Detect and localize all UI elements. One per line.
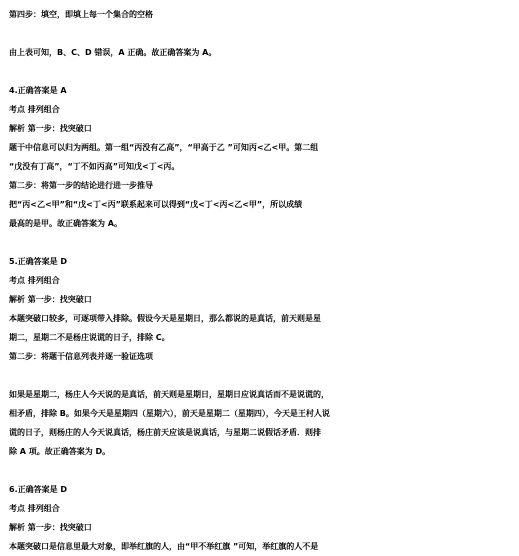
text-line: 第二步：将第一步的结论进行进一步推导 bbox=[9, 181, 153, 190]
blank-line bbox=[9, 24, 519, 43]
text-line: 解析 第一步：找突破口 bbox=[9, 295, 92, 304]
text-line: 考点 排列组合 bbox=[9, 105, 60, 114]
text-line: 解析 第一步：找突破口 bbox=[9, 124, 92, 133]
text-line: 如果是星期二，杨庄人今天说的是真话，前天则是星期日，星期日应说真话而不是说谎的， bbox=[9, 390, 329, 399]
text-line: 5.正确答案是 D bbox=[9, 257, 68, 266]
text-line: 期二，星期二不是杨庄说谎的日子，排除 C。 bbox=[9, 333, 170, 342]
text-line: 6.正确答案是 D bbox=[9, 485, 68, 494]
blank-line bbox=[9, 233, 519, 252]
text-line: 除 A 项。故正确答案为 D。 bbox=[9, 447, 111, 456]
text-line: 相矛盾，排除 B。如果今天是星期四（星期六），前天是星期二（星期四），今天是王村人说 bbox=[9, 409, 330, 418]
text-line: 最高的是甲。故正确答案为 A。 bbox=[9, 219, 122, 228]
blank-line bbox=[9, 366, 519, 385]
blank-line bbox=[9, 62, 519, 81]
text-line: 4.正确答案是 A bbox=[9, 86, 67, 95]
text-line: 本题突破口是信息里最大对象，即举红旗的人，由“甲不举红旗 ”可知，举红旗的人不是 bbox=[9, 542, 319, 551]
text-line: 题干中信息可以归为两组。第一组“丙没有乙高”，“甲高于乙 ”可知丙<乙<甲。第二组 bbox=[9, 143, 319, 152]
text-line: “戊没有丁高”，“丁不如丙高”可知戊<丁<丙。 bbox=[9, 162, 180, 171]
text-line: 解析 第一步：找突破口 bbox=[9, 523, 92, 532]
text-line: 第二步：将题干信息列表并逐一验证选项 bbox=[9, 352, 153, 361]
text-line: 考点 排列组合 bbox=[9, 276, 60, 285]
text-line: 谎的日子，则杨庄的人今天说真话，杨庄前天应该是说真话，与星期二说假话矛盾．则排 bbox=[9, 428, 321, 437]
blank-line bbox=[9, 461, 519, 480]
text-line: 本题突破口较多，可逐项带入排除。假设今天是星期日，那么都说的是真话，前天则是星 bbox=[9, 314, 321, 323]
text-line: 第四步：填空，即填上每一个集合的空格 bbox=[9, 10, 153, 19]
text-line: 把“丙<乙<甲”和“戊<丁<丙”联系起来可以得到“戊<丁<丙<乙<甲”，所以成绩 bbox=[9, 200, 303, 209]
text-line: 考点 排列组合 bbox=[9, 504, 60, 513]
text-line: 由上表可知，B、C、D 错误，A 正确。故正确答案为 A。 bbox=[9, 48, 217, 57]
